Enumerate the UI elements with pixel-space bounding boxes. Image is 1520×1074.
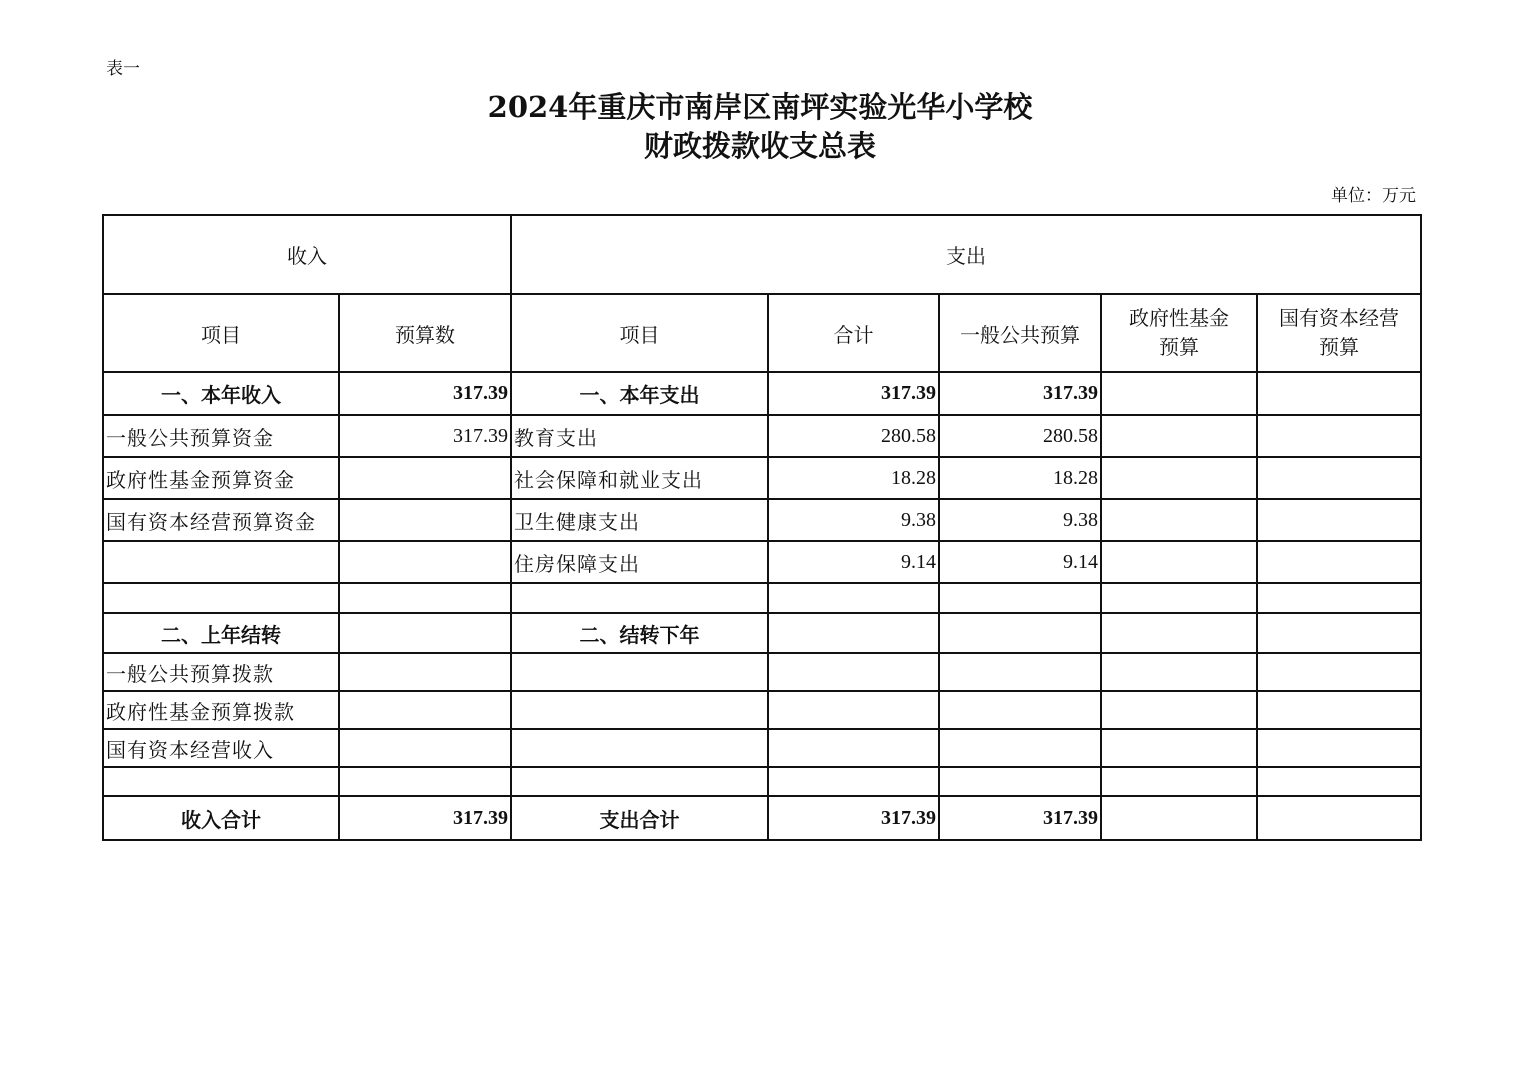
expense-item [511,767,768,796]
table-row [103,541,1421,583]
income-item [103,767,339,796]
income-item: 二、上年结转 [103,613,339,653]
expense-total-gov-fund [1101,796,1257,840]
income-item: 一般公共预算资金 [103,415,339,457]
header-state-capital-line2: 预算 [1319,335,1360,359]
expense-general: 18.28 [939,457,1101,499]
expense-total-general: 317.39 [939,796,1101,840]
header-row-columns [103,294,1421,372]
expense-general [939,691,1101,729]
expense-item: 二、结转下年 [511,613,768,653]
income-item: 政府性基金预算拨款 [103,691,339,729]
expense-total: 280.58 [768,415,939,457]
income-item: 国有资本经营收入 [103,729,339,767]
income-total-amount: 317.39 [339,796,511,840]
expense-item [511,653,768,691]
expense-gov-fund [1101,372,1257,415]
expense-state-capital [1257,583,1421,613]
table-row [103,767,1421,796]
expense-item: 卫生健康支出 [511,499,768,541]
expense-gov-fund [1101,767,1257,796]
expense-general: 317.39 [939,372,1101,415]
expense-general [939,653,1101,691]
header-expense: 支出 [511,215,1421,294]
table-row [103,415,1421,457]
table-row [103,691,1421,729]
header-gov-fund-line2: 预算 [1159,335,1199,359]
document-subtitle: 财政拨款收支总表 [643,129,876,163]
expense-state-capital [1257,653,1421,691]
expense-total-label: 支出合计 [511,796,768,840]
budget-table [102,214,1422,841]
expense-general: 9.38 [939,499,1101,541]
expense-state-capital [1257,415,1421,457]
expense-gov-fund [1101,729,1257,767]
income-amount [339,499,511,541]
expense-total [768,767,939,796]
expense-general [939,729,1101,767]
income-item [103,583,339,613]
expense-gov-fund [1101,653,1257,691]
income-amount [339,457,511,499]
document-title: 2024年重庆市南岸区南坪实验光华小学校 [487,90,1033,124]
income-total-label: 收入合计 [103,796,339,840]
expense-gov-fund [1101,457,1257,499]
income-amount: 317.39 [339,415,511,457]
expense-total: 317.39 [768,372,939,415]
header-gov-fund-line1: 政府性基金 [1129,306,1229,330]
income-amount [339,583,511,613]
income-item: 一、本年收入 [103,372,339,415]
header-income: 收入 [103,215,511,294]
income-item [103,541,339,583]
expense-general [939,583,1101,613]
table-row [103,613,1421,653]
table-row [103,583,1421,613]
expense-gov-fund [1101,691,1257,729]
header-gov-fund [1101,294,1257,372]
expense-general: 9.14 [939,541,1101,583]
expense-total-amount: 317.39 [768,796,939,840]
header-income-item: 项目 [103,294,339,372]
income-amount [339,729,511,767]
table-row [103,457,1421,499]
expense-total [768,691,939,729]
expense-gov-fund [1101,541,1257,583]
expense-gov-fund [1101,499,1257,541]
expense-state-capital [1257,691,1421,729]
table-number: 表一 [106,59,140,79]
header-income-budget: 预算数 [339,294,511,372]
header-total: 合计 [768,294,939,372]
expense-total: 9.38 [768,499,939,541]
expense-general: 280.58 [939,415,1101,457]
table-row [103,653,1421,691]
expense-state-capital [1257,457,1421,499]
expense-total [768,583,939,613]
table-row [103,499,1421,541]
expense-item [511,691,768,729]
income-item: 政府性基金预算资金 [103,457,339,499]
expense-state-capital [1257,499,1421,541]
income-item: 国有资本经营预算资金 [103,499,339,541]
totals-row [103,796,1421,840]
income-amount [339,613,511,653]
expense-total-state-capital [1257,796,1421,840]
income-amount [339,541,511,583]
expense-total [768,729,939,767]
expense-item: 社会保障和就业支出 [511,457,768,499]
expense-state-capital [1257,729,1421,767]
income-amount [339,767,511,796]
table-row [103,729,1421,767]
expense-general [939,613,1101,653]
expense-gov-fund [1101,583,1257,613]
income-amount [339,653,511,691]
expense-state-capital [1257,767,1421,796]
expense-item [511,583,768,613]
expense-state-capital [1257,541,1421,583]
header-state-capital-line1: 国有资本经营 [1279,306,1400,330]
table-row [103,372,1421,415]
expense-state-capital [1257,613,1421,653]
expense-item: 教育支出 [511,415,768,457]
expense-total [768,613,939,653]
income-amount [339,691,511,729]
expense-total: 9.14 [768,541,939,583]
expense-item: 住房保障支出 [511,541,768,583]
income-amount: 317.39 [339,372,511,415]
expense-gov-fund [1101,415,1257,457]
expense-item [511,729,768,767]
expense-total [768,653,939,691]
unit-label: 单位：万元 [1331,186,1416,206]
expense-item: 一、本年支出 [511,372,768,415]
expense-general [939,767,1101,796]
income-item: 一般公共预算拨款 [103,653,339,691]
header-row-group [103,215,1421,294]
header-general-budget: 一般公共预算 [939,294,1101,372]
expense-total: 18.28 [768,457,939,499]
expense-state-capital [1257,372,1421,415]
header-expense-item: 项目 [511,294,768,372]
header-state-capital [1257,294,1421,372]
expense-gov-fund [1101,613,1257,653]
